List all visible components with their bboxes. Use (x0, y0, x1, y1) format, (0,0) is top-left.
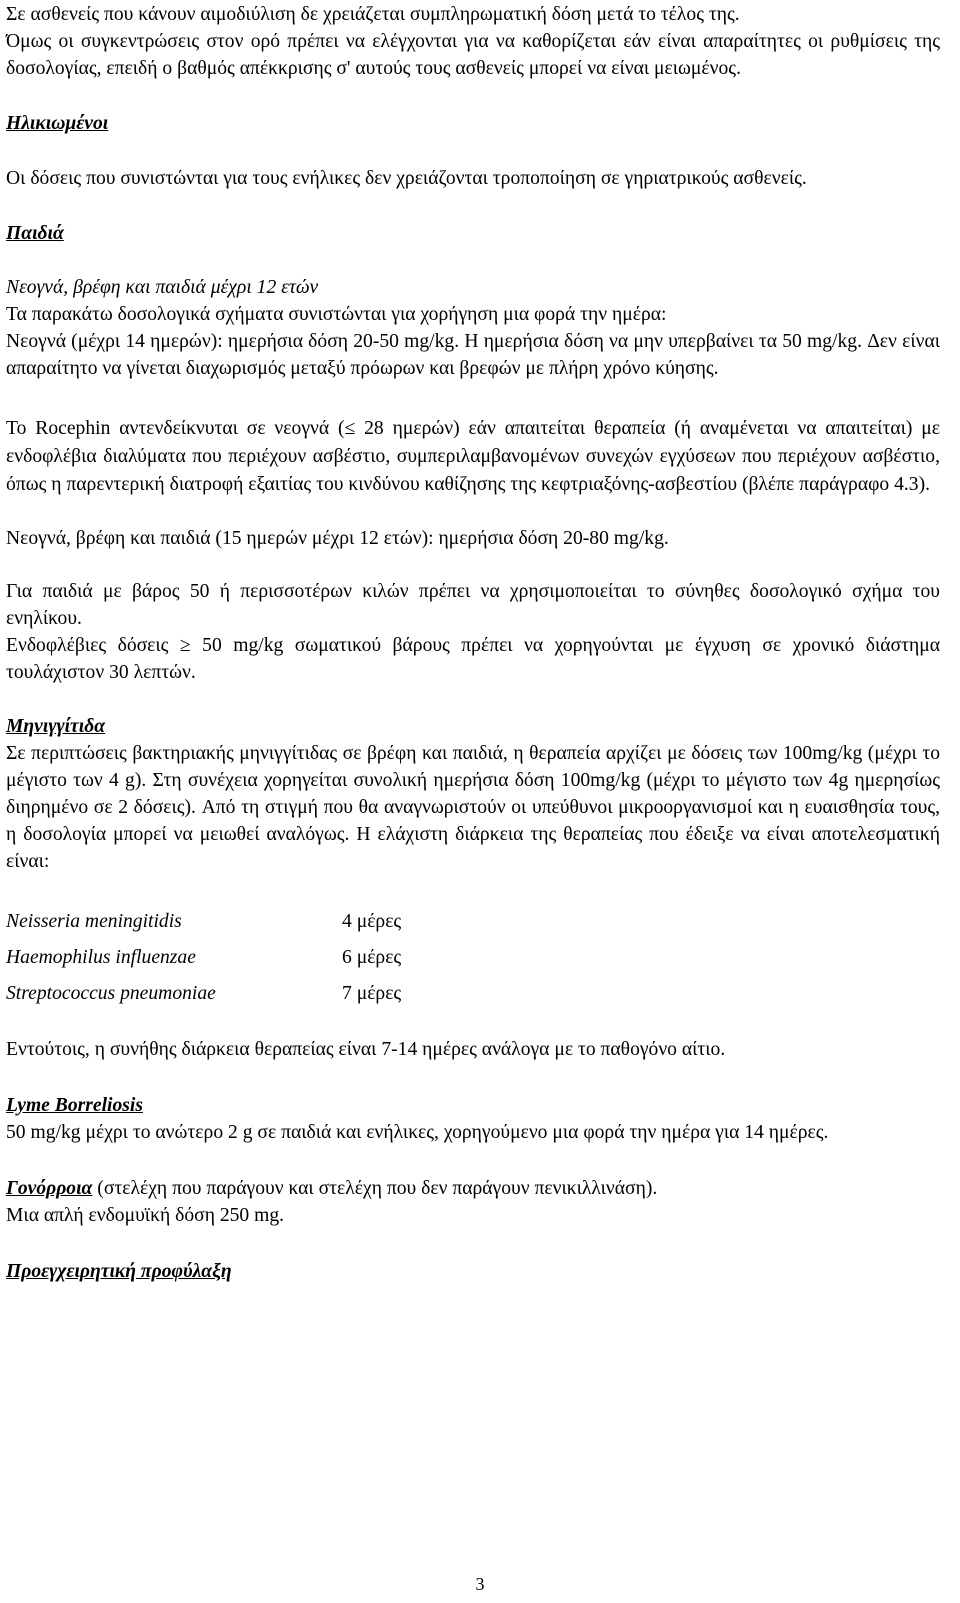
table-row (6, 904, 940, 940)
elderly-text: Οι δόσεις που συνιστώνται για τους ενήλικες δεν χρειάζονται τροποποίηση σε γηριατρικούς ασθενείς. (6, 168, 807, 189)
infants-dose: Νεογνά, βρέφη και παιδιά (15 ημερών μέχρι 12 ετών): ημερήσια δόση 20-80 mg/kg. (6, 528, 669, 549)
rocephin-text-a: Το Rocephin αντενδείκνυται σε νεογνά ( (6, 418, 345, 439)
iv-text-a: Ενδοφλέβιες δόσεις (6, 635, 180, 656)
gonorrhea-paragraph (6, 1175, 940, 1202)
treatment-duration: 6 μέρες (342, 947, 402, 968)
meningitis-text: Σε περιπτώσεις βακτηριακής μηνιγγίτιδας σε βρέφη και παιδιά, η θεραπεία αρχίζει με δόσεις των 100mg/kg (μέχρι το μέγιστο των 4 g). Στη συνέχεια χορηγείται συνολική ημερήσια δόση 100mg/kg (μέχρι το μέγιστο των 4g ημερησίως διηρημένο σε 2 δόσεις). Από τη στιγμή που θα αναγνωριστούν οι υπεύθυνοι μικροοργανισμοί και η ευαισθησία τους, η δοσολογία μπορεί να μειωθεί αναλόγως. Η ελάχιστη διάρκεια της θεραπείας που έδειξε να είναι αποτελεσματική είναι: (6, 743, 940, 872)
iv-text-b: 50 mg/kg σωματικού βάρους πρέπει να χορηγούνται με έγχυση σε χρονικό διάστημα τουλάχιστον 30 λεπτών. (6, 635, 940, 683)
meningitis-heading: Μηνιγγίτιδα (6, 716, 106, 737)
gonorrhea-heading: Γονόρροια (6, 1178, 93, 1199)
children-regimen-intro: Τα παρακάτω δοσολογικά σχήματα συνιστώνται για χορήγηση μια φορά την ημέρα: (6, 304, 667, 325)
lyme-heading: Lyme Borreliosis (6, 1095, 143, 1116)
organism-name: Streptococcus pneumoniae (6, 983, 216, 1004)
gonorrhea-dose: Μια απλή ενδομυϊκή δόση 250 mg. (6, 1205, 285, 1226)
duration-table (6, 904, 940, 1012)
document-page (6, 1, 940, 1285)
iv-dose-note (6, 632, 940, 686)
intro-line: Σε ασθενείς που κάνουν αιμοδιύλιση δε χρειάζεται συμπληρωματική δόση μετά το τέλος της. (6, 4, 740, 25)
treatment-duration: 4 μέρες (342, 911, 402, 932)
rocephin-text-b: 28 ημερών) εάν απαιτείται θεραπεία (ή αναμένεται να απαιτείται) με ενδοφλέβια διαλύματα που περιέχουν ασβέστιο, συμπεριλαμβανομένων συνεχών εγχύσεων που περιέχουν ασβέστιο, όπως η παρεντερική διατροφή εξαιτίας του κινδύνου καθίζησης της κεφτριαξόνης-ασβεστίου (βλέπε παράγραφο 4.3). (6, 418, 940, 495)
intro-paragraph: Όμως οι συγκεντρώσεις στον ορό πρέπει να ελέγχονται για να καθορίζεται εάν είναι απαραίτητες οι ρυθμίσεις της δοσολογίας, επειδή ο βαθμός απέκκρισης σ' αυτούς τους ασθενείς μπορεί να είναι μειωμένος. (6, 31, 940, 79)
duration-note: Εντούτοις, η συνήθης διάρκεια θεραπείας είναι 7-14 ημέρες ανάλογα με το παθογόνο αίτιο. (6, 1039, 726, 1060)
treatment-duration: 7 μέρες (342, 983, 402, 1004)
neonates-dose: Νεογνά (μέχρι 14 ημερών): ημερήσια δόση 20-50 mg/kg. Η ημερήσια δόση να μην υπερβαίνει τα 50 mg/kg. Δεν είναι απαραίτητο να γίνεται διαχωρισμός μεταξύ πρόωρων και βρεφών με πλήρη χρόνο κύησης. (6, 331, 940, 379)
children-heading: Παιδιά (6, 223, 64, 244)
less-equal-symbol: ≤ (344, 418, 356, 439)
prophylaxis-heading: Προεγχειρητική προφύλαξη (6, 1261, 232, 1282)
children-subheading: Νεογνά, βρέφη και παιδιά μέχρι 12 ετών (6, 277, 319, 298)
table-row (6, 976, 940, 1012)
lyme-text: 50 mg/kg μέχρι το ανώτερο 2 g σε παιδιά και ενήλικες, χορηγούμενο μια φορά την ημέρα για 14 ημέρες. (6, 1122, 829, 1143)
organism-name: Neisseria meningitidis (6, 911, 182, 932)
greater-equal-symbol: ≥ (179, 635, 191, 656)
organism-name: Haemophilus influenzae (6, 947, 196, 968)
rocephin-contraindication (6, 415, 940, 499)
table-row (6, 940, 940, 976)
page-number: 3 (475, 1574, 485, 1594)
gonorrhea-text: (στελέχη που παράγουν και στελέχη που δεν παράγουν πενικιλλινάση). (92, 1178, 658, 1199)
weight-note: Για παιδιά με βάρος 50 ή περισσοτέρων κιλών πρέπει να χρησιμοποιείται το σύνηθες δοσολογικό σχήμα του ενηλίκου. (6, 581, 940, 629)
elderly-heading: Ηλικιωμένοι (6, 113, 109, 134)
